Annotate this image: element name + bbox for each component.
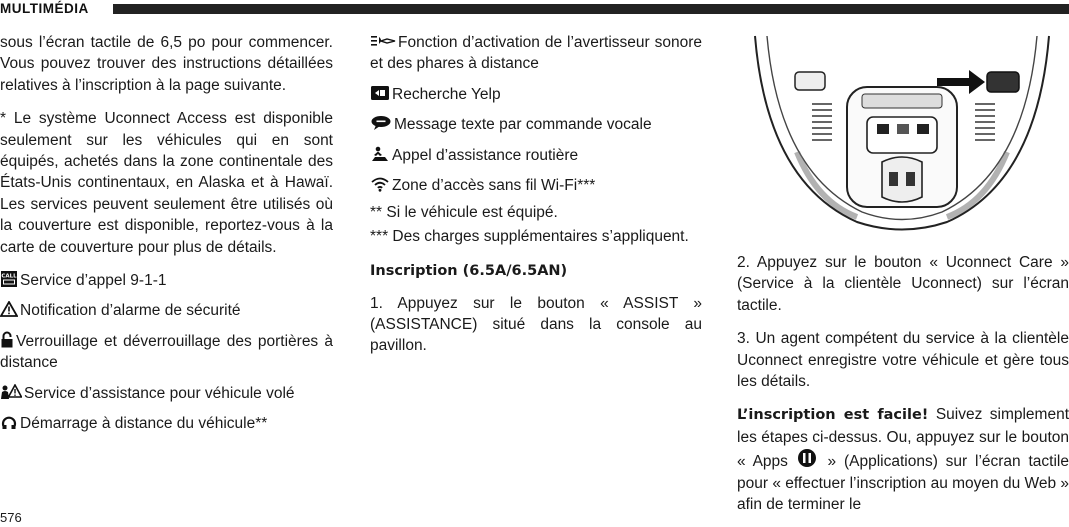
step-2: 2. Appuyez sur le bouton « Uconnect Care » (Service à la clientèle Uconnect) sur l’écran tactile. xyxy=(737,254,1069,314)
svg-text:CALL: CALL xyxy=(1,273,17,280)
service-label: Appel d’assistance routière xyxy=(392,146,579,164)
paragraph-intro: sous l’écran tactile de 6,5 po pour commencer. Vous pouvez trouver des instructions détaillées relatives à l’inscription à la page suivante. xyxy=(0,34,333,94)
page-number: 576 xyxy=(0,510,22,525)
service-item-remote-start xyxy=(0,413,333,434)
overhead-console-illustration xyxy=(737,32,1067,238)
service-item-roadside xyxy=(370,145,702,166)
roadside-icon xyxy=(370,146,390,162)
step-1: 1. Appuyez sur le bouton « ASSIST » (ASSISTANCE) situé dans la console au pavillon. xyxy=(370,294,702,355)
section-title: MULTIMÉDIA xyxy=(0,1,89,16)
service-label: Service d’assistance pour véhicule volé xyxy=(24,384,295,402)
voice-text-icon xyxy=(370,115,392,131)
footnote-charges: *** Des charges supplémentaires s’appliquent. xyxy=(370,227,689,245)
apps-icon xyxy=(796,448,818,468)
service-label: Message texte par commande vocale xyxy=(394,116,652,134)
call-911-icon xyxy=(0,271,18,287)
service-label: Fonction d’activation de l’avertisseur sonore et des phares à distance xyxy=(370,34,702,73)
service-label: Notification d’alarme de sécurité xyxy=(20,302,241,320)
paragraph-easy-registration xyxy=(737,404,1069,515)
horn-lights-icon xyxy=(370,35,396,49)
header-rule xyxy=(113,4,1069,14)
service-item-wifi xyxy=(370,175,702,196)
service-item-security-alarm xyxy=(0,300,333,321)
service-label: Zone d’accès sans fil Wi-Fi*** xyxy=(392,177,596,195)
stolen-vehicle-icon xyxy=(0,384,22,400)
service-item-voice-text xyxy=(370,114,702,135)
service-item-stolen-vehicle xyxy=(0,383,333,404)
wifi-icon xyxy=(370,176,390,192)
paragraph-availability-note: * Le système Uconnect Access est disponible seulement sur les véhicules qui en sont équipés, achetés dans la zone continentale des États-Unis continentaux, en Alaska et à Hawaï. Les services peuvent seulement être utilisés où la couverture est disponible, reportez-vous à la carte de couverture pour plus de détails. xyxy=(0,110,333,256)
warning-triangle-icon xyxy=(0,301,18,317)
lock-icon xyxy=(0,331,14,348)
remote-start-icon xyxy=(0,414,18,430)
paragraph-text-part-a: Suivez simplement les étapes ci-dessus. Ou, appuyez sur le bouton « Apps xyxy=(737,406,1069,471)
service-item-911 xyxy=(0,270,333,291)
column-2 xyxy=(370,32,702,369)
step-3: 3. Un agent compétent du service à la clientèle Uconnect enregistre votre véhicule et gère tous les détails. xyxy=(737,330,1069,391)
paragraph-text-part-b: » (Applications) sur l’écran tactile pour « effectuer l’inscription au moyen du Web » afin de terminer le xyxy=(737,453,1069,514)
bold-lead: L’inscription est facile! xyxy=(737,407,929,424)
column-1 xyxy=(0,32,333,444)
service-label: Verrouillage et déverrouillage des portières à distance xyxy=(0,332,333,372)
service-item-horn-lights xyxy=(370,32,702,75)
yelp-icon xyxy=(370,85,390,101)
service-label: Recherche Yelp xyxy=(392,85,501,103)
service-label: Service d’appel 9-1-1 xyxy=(20,272,167,290)
service-item-yelp xyxy=(370,84,702,105)
service-item-remote-lock xyxy=(0,331,333,374)
section-heading: Inscription (6.5A/6.5AN) xyxy=(370,263,568,280)
footnote-equipped: ** Si le véhicule est équipé. xyxy=(370,204,558,222)
page-header xyxy=(0,0,1069,20)
service-label: Démarrage à distance du véhicule** xyxy=(20,415,268,433)
column-3 xyxy=(737,32,1069,527)
